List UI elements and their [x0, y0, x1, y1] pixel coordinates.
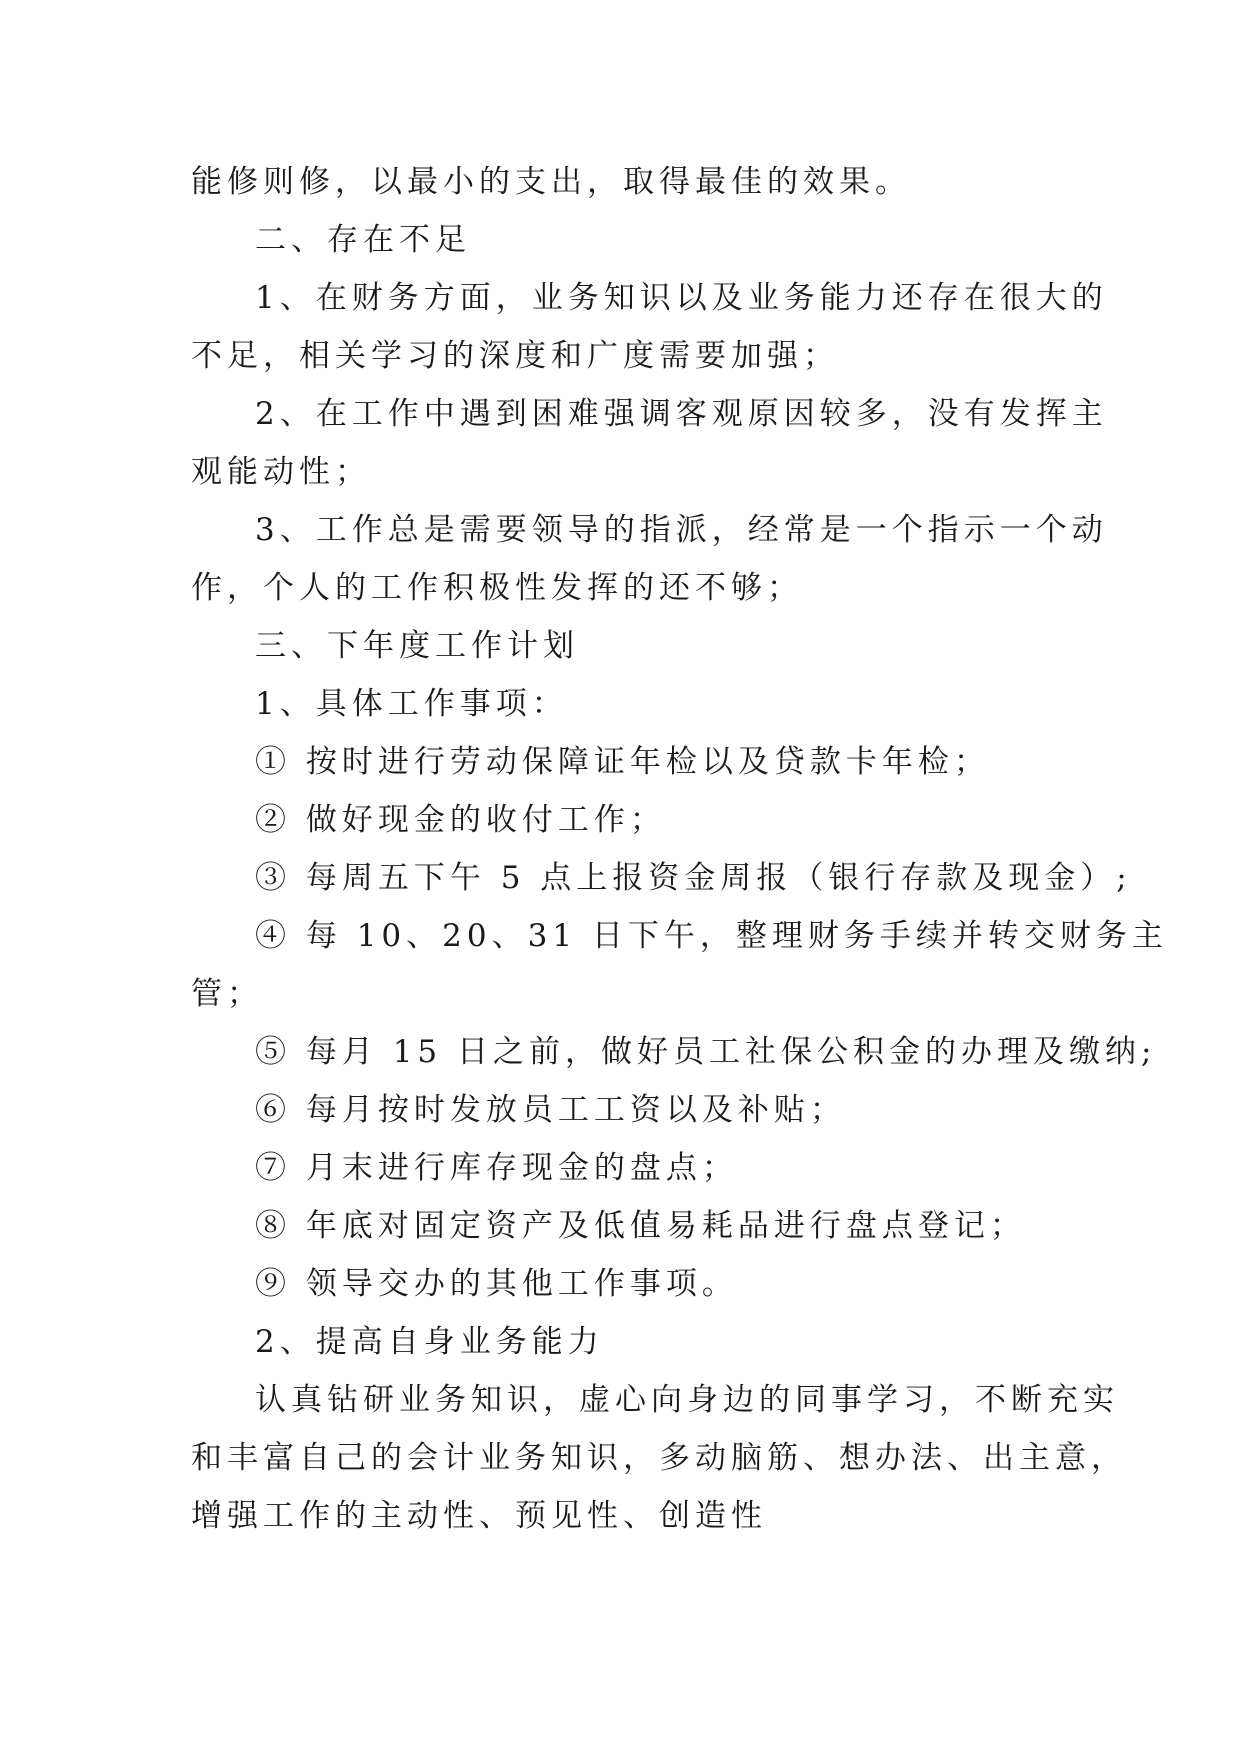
list-item: ⑥ 每月按时发放员工工资以及补贴； — [255, 1092, 846, 1128]
section-heading-shortcomings: 二、存在不足 — [255, 222, 471, 258]
paragraph-line: 增强工作的主动性、预见性、创造性 — [191, 1498, 767, 1534]
paragraph-line: 1、在财务方面，业务知识以及业务能力还存在很大的 — [255, 280, 1108, 316]
paragraph-line: 不足，相关学习的深度和广度需要加强； — [191, 338, 839, 374]
paragraph-line: 认真钻研业务知识，虚心向身边的同事学习，不断充实 — [255, 1382, 1119, 1418]
list-item: ⑦ 月末进行库存现金的盘点； — [255, 1150, 738, 1186]
list-item: ② 做好现金的收付工作； — [255, 802, 666, 838]
section-heading-next-year-plan: 三、下年度工作计划 — [255, 628, 579, 664]
list-item: ⑤ 每月 15 日之前，做好员工社保公积金的办理及缴纳; — [255, 1034, 1157, 1070]
document-body — [191, 153, 1168, 1545]
list-item: ⑨ 领导交办的其他工作事项。 — [255, 1266, 738, 1302]
list-item: ① 按时进行劳动保障证年检以及贷款卡年检； — [255, 744, 990, 780]
paragraph-line: 2、在工作中遇到困难强调客观原因较多，没有发挥主 — [255, 396, 1108, 432]
paragraph-line: 3、工作总是需要领导的指派，经常是一个指示一个动 — [255, 512, 1108, 548]
paragraph-line: 和丰富自己的会计业务知识，多动脑筋、想办法、出主意， — [191, 1440, 1127, 1476]
list-item: ③ 每周五下午 5 点上报资金周报（银行存款及现金）; — [255, 860, 1132, 896]
subsection-heading-tasks: 1、具体工作事项： — [255, 686, 568, 722]
list-item: ⑧ 年底对固定资产及低值易耗品进行盘点登记； — [255, 1208, 1026, 1244]
list-item-continuation: 管； — [191, 976, 263, 1012]
list-item: ④ 每 10、20、31 日下午，整理财务手续并转交财务主 — [255, 918, 1168, 954]
paragraph-line: 观能动性； — [191, 454, 371, 490]
paragraph-line: 能修则修，以最小的支出，取得最佳的效果。 — [191, 164, 911, 200]
subsection-heading-improve-ability: 2、提高自身业务能力 — [255, 1324, 604, 1360]
paragraph-line: 作，个人的工作积极性发挥的还不够； — [191, 570, 803, 606]
